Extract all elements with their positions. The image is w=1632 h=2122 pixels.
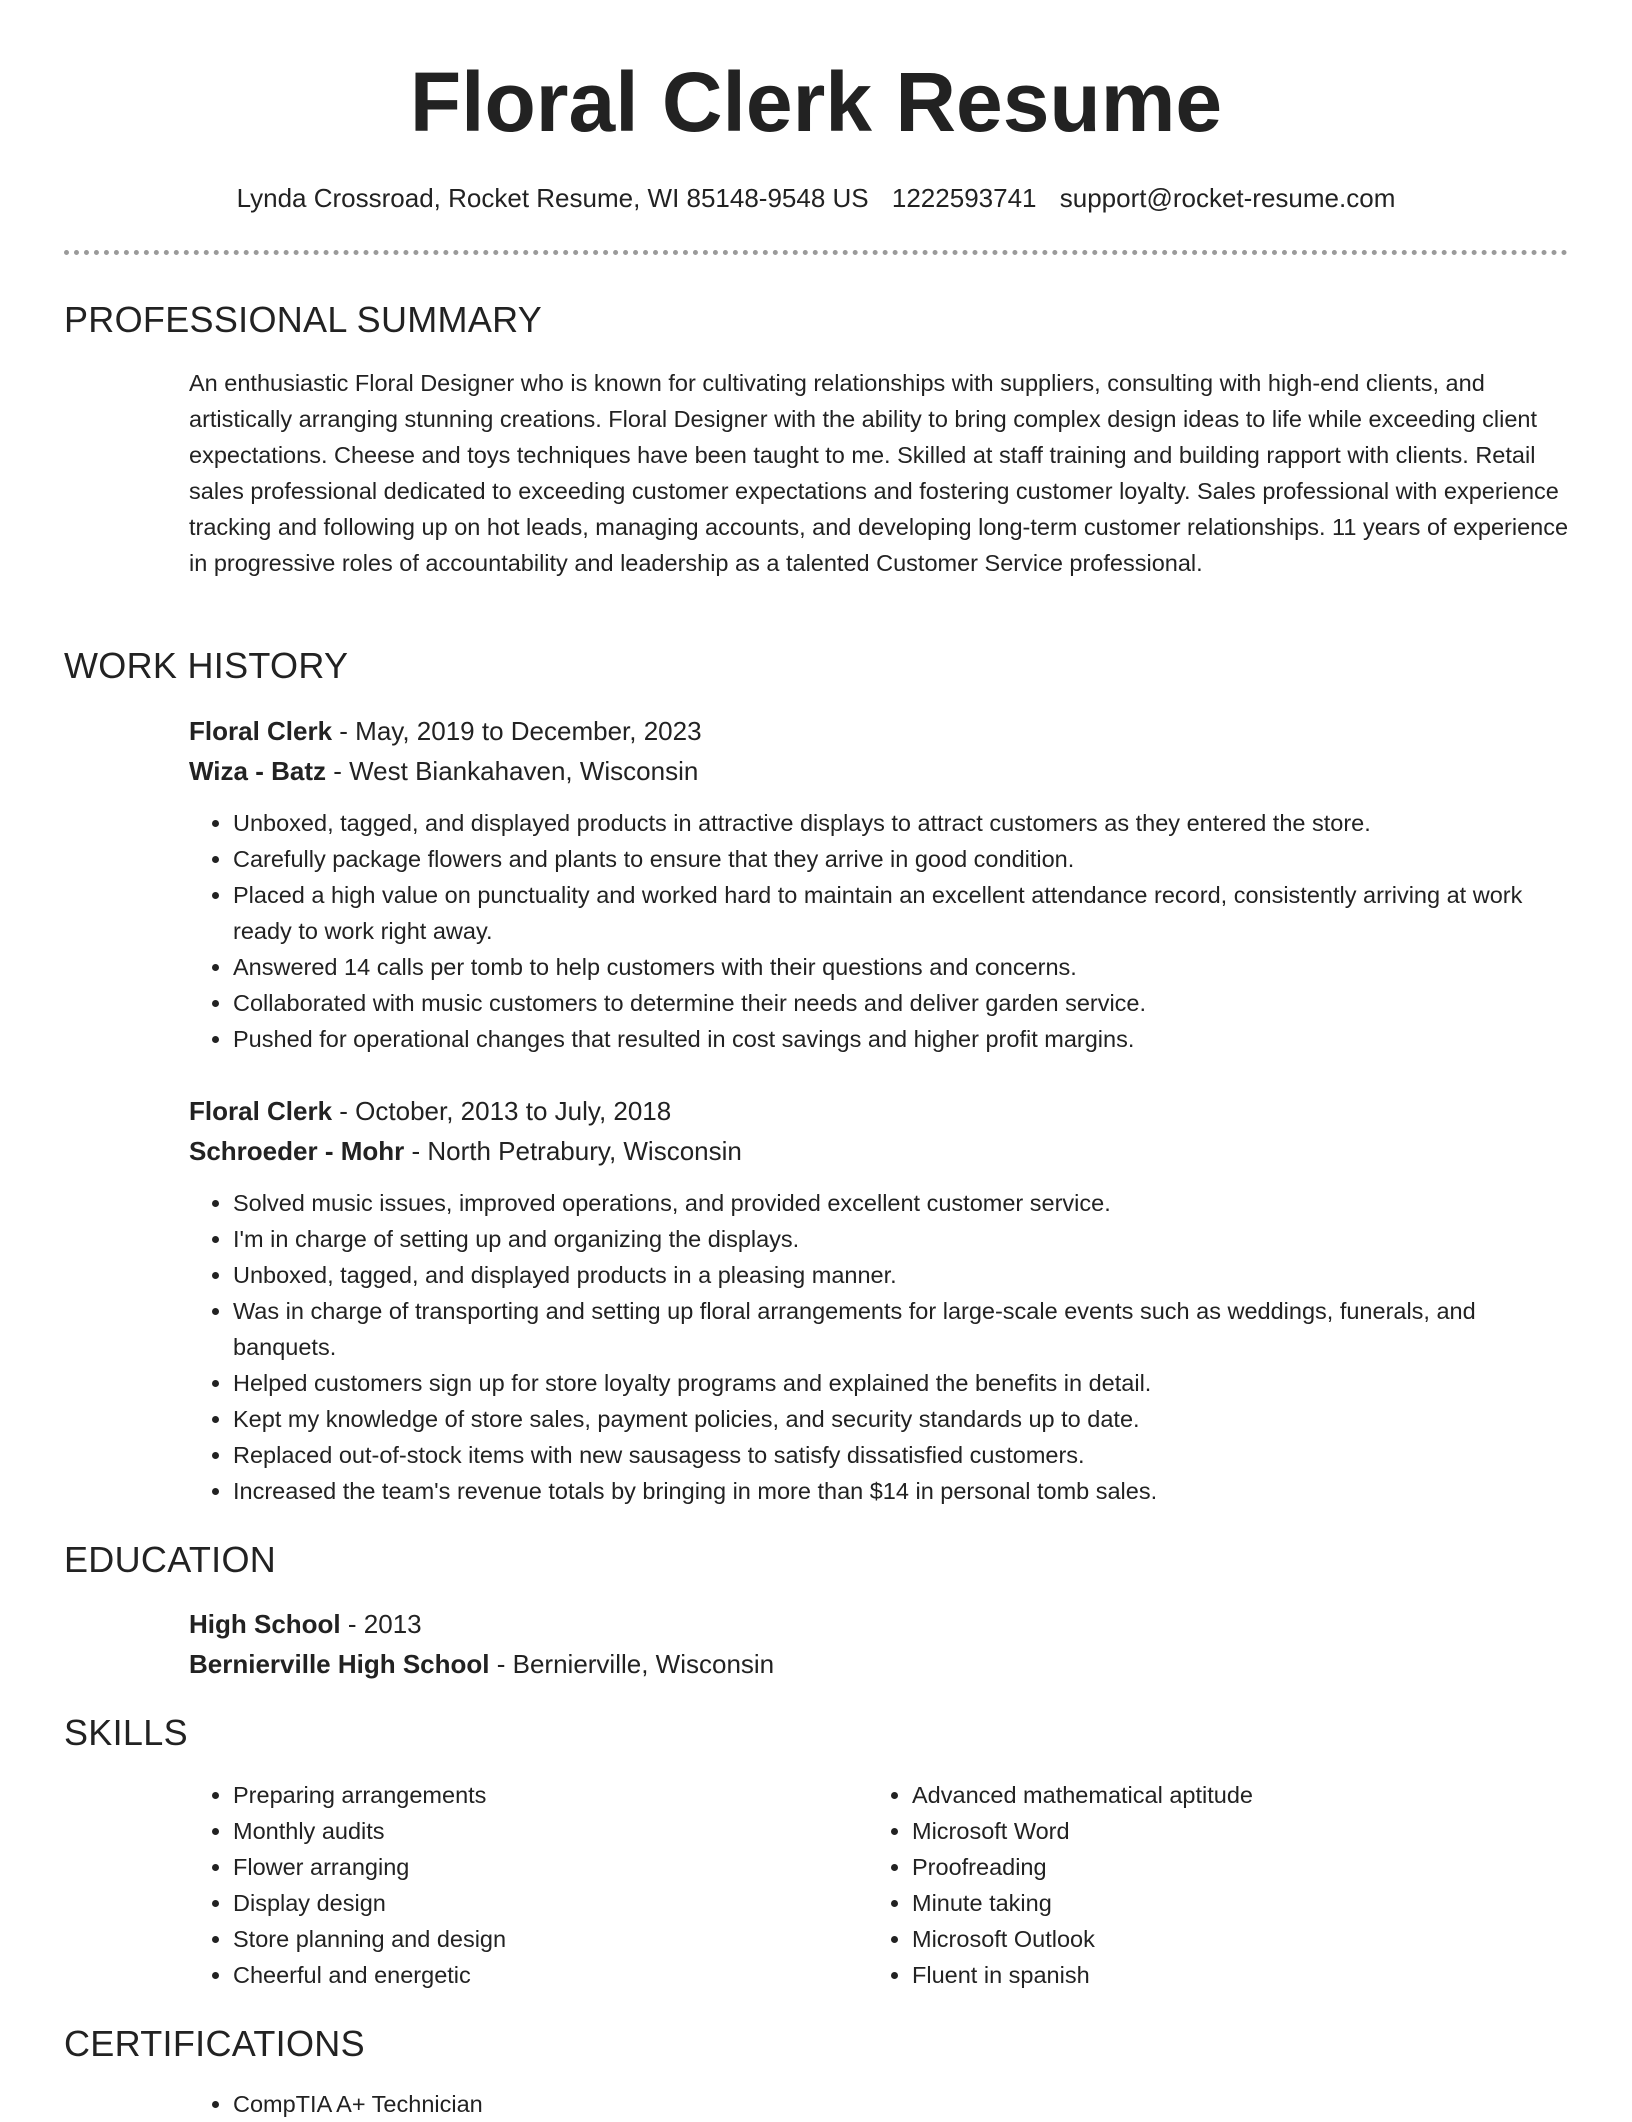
list-item: • Flower arranging: [233, 1849, 873, 1885]
list-item: • Answered 14 calls per tomb to help customers with their questions and concerns.: [233, 949, 1569, 985]
contact-line: [0, 180, 1632, 216]
certifications-list: [189, 2086, 873, 2122]
job-1-dates: - May, 2019 to December, 2023: [332, 716, 702, 746]
job-1-location: - West Biankahaven, Wisconsin: [326, 756, 699, 786]
job-2-company-line: [189, 1133, 742, 1169]
skills-list-left: [189, 1777, 873, 1993]
contact-phone: 1222593741: [891, 183, 1037, 213]
list-item: • Advanced mathematical aptitude: [912, 1777, 1552, 1813]
job-1-company-line: [189, 753, 698, 789]
list-item: • Collaborated with music customers to determine their needs and deliver garden service.: [233, 985, 1569, 1021]
list-item: • Cheerful and energetic: [233, 1957, 873, 1993]
list-item: • Carefully package flowers and plants to ensure that they arrive in good condition.: [233, 841, 1569, 877]
job-1-title-line: [189, 713, 702, 749]
header-divider: [64, 250, 1568, 255]
list-item: • Fluent in spanish: [912, 1957, 1552, 1993]
education-degree: High School: [189, 1609, 341, 1639]
education-location: - Bernierville, Wisconsin: [489, 1649, 775, 1679]
page-title: Floral Clerk Resume: [409, 55, 1223, 149]
job-1-title: Floral Clerk: [189, 716, 333, 746]
certifications-heading: CERTIFICATIONS: [64, 2023, 365, 2064]
list-item: • Helped customers sign up for store loyalty programs and explained the benefits in detail.: [233, 1365, 1569, 1401]
job-2-title: Floral Clerk: [189, 1096, 333, 1126]
job-2-dates: - October, 2013 to July, 2018: [332, 1096, 672, 1126]
summary-text: An enthusiastic Floral Designer who is known for cultivating relationships with suppliers, consulting with high-end clients, and artistically arranging stunning creations. Floral Designer with the ability to bring complex design ideas to life while exceeding client expectations. Cheese and toys techniques have been taught to me. Skilled at staff training and building rapport with clients. Retail sales professional dedicated to exceeding customer expectations and fostering customer loyalty. Sales professional with experience tracking and following up on hot leads, managing accounts, and developing long-term customer relationships. 11 years of experience in progressive roles of accountability and leadership as a talented Customer Service professional.: [189, 370, 1569, 576]
list-item: • Preparing arrangements: [233, 1777, 873, 1813]
list-item: • Monthly audits: [233, 1813, 873, 1849]
education-heading: EDUCATION: [64, 1539, 277, 1580]
list-item: • Pushed for operational changes that resulted in cost savings and higher profit margins.: [233, 1021, 1569, 1057]
skills-heading: SKILLS: [64, 1712, 188, 1753]
list-item: • Microsoft Outlook: [912, 1921, 1552, 1957]
list-item: • Microsoft Word: [912, 1813, 1552, 1849]
skills-list-right: [868, 1777, 1552, 1993]
job-2-title-line: [189, 1093, 671, 1129]
contact-email: support@rocket-resume.com: [1059, 183, 1396, 213]
list-item: • Was in charge of transporting and setting up floral arrangements for large-scale events such as weddings, funerals, and banquets.: [233, 1293, 1569, 1365]
list-item: • Replaced out-of-stock items with new sausagess to satisfy dissatisfied customers.: [233, 1437, 1569, 1473]
education-school: Bernierville High School: [189, 1649, 490, 1679]
job-2-bullets: [189, 1185, 1569, 1509]
summary-heading: PROFESSIONAL SUMMARY: [64, 299, 543, 340]
list-item: • Kept my knowledge of store sales, payment policies, and security standards up to date.: [233, 1401, 1569, 1437]
education-year: - 2013: [340, 1609, 422, 1639]
work-history-heading: WORK HISTORY: [64, 645, 349, 686]
job-1-bullets: [189, 805, 1569, 1057]
list-item: • Unboxed, tagged, and displayed products in attractive displays to attract customers as they entered the store.: [233, 805, 1569, 841]
list-item: • CompTIA A+ Technician: [233, 2086, 873, 2122]
list-item: • Proofreading: [912, 1849, 1552, 1885]
list-item: • Solved music issues, improved operations, and provided excellent customer service.: [233, 1185, 1569, 1221]
list-item: • Store planning and design: [233, 1921, 873, 1957]
list-item: • Increased the team's revenue totals by bringing in more than $14 in personal tomb sales.: [233, 1473, 1569, 1509]
education-degree-line: [189, 1606, 422, 1642]
list-item: • Minute taking: [912, 1885, 1552, 1921]
job-2-location: - North Petrabury, Wisconsin: [404, 1136, 742, 1166]
education-school-line: [189, 1646, 774, 1682]
list-item: • Display design: [233, 1885, 873, 1921]
list-item: • I'm in charge of setting up and organizing the displays.: [233, 1221, 1569, 1257]
list-item: • Placed a high value on punctuality and worked hard to maintain an excellent attendance record, consistently arriving at work ready to work right away.: [233, 877, 1569, 949]
job-2-company: Schroeder - Mohr: [189, 1136, 405, 1166]
contact-address: Lynda Crossroad, Rocket Resume, WI 85148-9548 US: [236, 183, 869, 213]
list-item: • Unboxed, tagged, and displayed products in a pleasing manner.: [233, 1257, 1569, 1293]
job-1-company: Wiza - Batz: [189, 756, 326, 786]
